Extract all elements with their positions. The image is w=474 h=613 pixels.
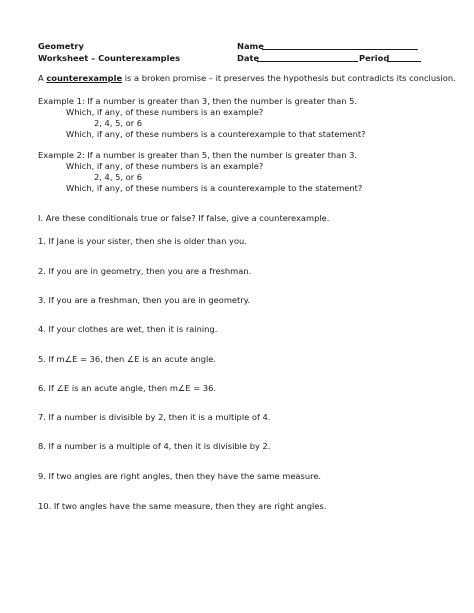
question-item: 6. If ∠E is an acute angle, then m∠E = 36.	[38, 383, 217, 393]
question-item: 7. If a number is divisible by 2, then it is a multiple of 4.	[38, 412, 271, 422]
example1-question2: Which, if any, of these numbers is a counterexample to that statement?	[66, 129, 366, 139]
question-item: 5. If m∠E = 36, then ∠E is an acute angle.	[38, 354, 217, 364]
date-label: Date	[237, 53, 260, 63]
example2-statement: Example 2: If a number is greater than 5, then the number is greater than 3.	[38, 150, 358, 160]
question-item: 9. If two angles are right angles, then they have the same measure.	[38, 471, 322, 481]
example1-options: 2, 4, 5, or 6	[94, 118, 143, 128]
subject-title: Geometry	[38, 41, 84, 51]
name-label: Name	[237, 41, 264, 51]
question-item: 2. If you are in geometry, then you are a freshman.	[38, 266, 252, 276]
period-label: Period	[359, 53, 390, 63]
definition-term: counterexample	[46, 73, 123, 83]
question-item: 10. If two angles have the same measure, then they are right angles.	[38, 501, 327, 511]
question-item: 3. If you are a freshman, then you are in geometry.	[38, 295, 251, 305]
period-field-line[interactable]	[387, 61, 421, 62]
definition-prefix: A	[38, 73, 47, 83]
date-field-line[interactable]	[257, 61, 358, 62]
example2-question1: Which, if any, of these numbers is an example?	[66, 161, 264, 171]
question-item: 1. If Jane is your sister, then she is older than you.	[38, 236, 247, 246]
section-instruction: I. Are these conditionals true or false? If false, give a counterexample.	[38, 213, 330, 223]
definition-text	[38, 73, 456, 83]
name-field-line[interactable]	[262, 49, 418, 50]
definition-rest: is a broken promise – it preserves the hypothesis but contradicts its conclusion.	[122, 73, 456, 83]
question-item: 4. If your clothes are wet, then it is raining.	[38, 324, 218, 334]
question-item: 8. If a number is a multiple of 4, then it is divisible by 2.	[38, 441, 271, 451]
worksheet-title: Worksheet – Counterexamples	[38, 53, 181, 63]
example2-question2: Which, if any, of these numbers is a counterexample to the statement?	[66, 183, 363, 193]
example1-statement: Example 1: If a number is greater than 3, then the number is greater than 5.	[38, 96, 358, 106]
example1-question1: Which, if any, of these numbers is an example?	[66, 107, 264, 117]
example2-options: 2, 4, 5, or 6	[94, 172, 143, 182]
